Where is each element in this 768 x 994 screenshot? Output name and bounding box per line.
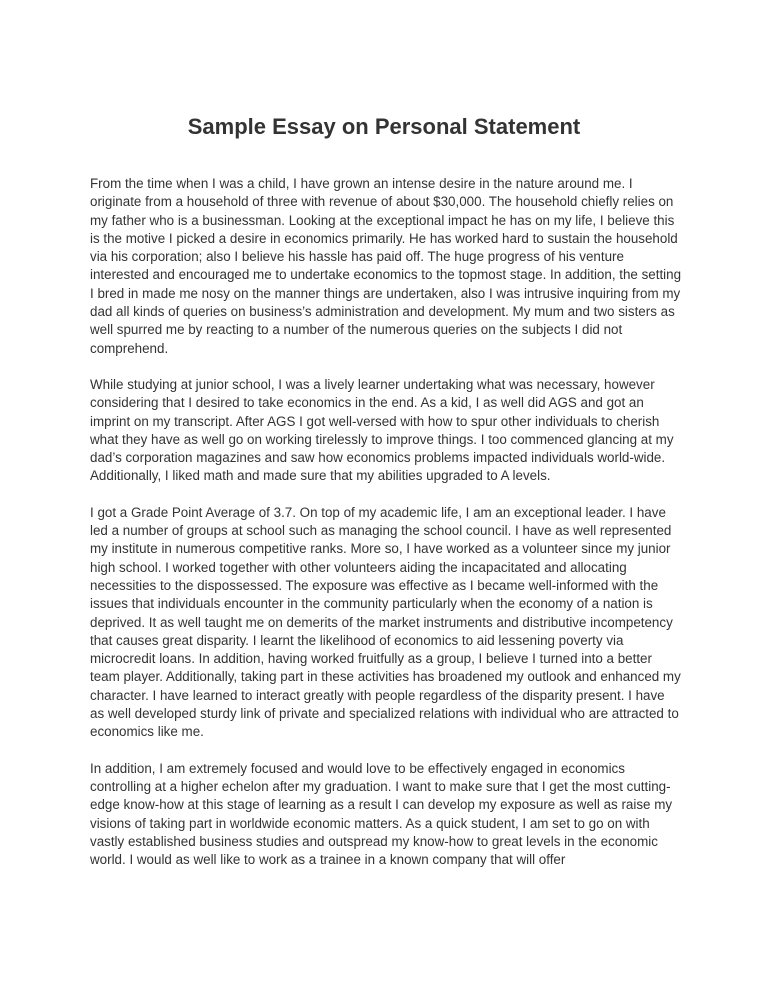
document-title: Sample Essay on Personal Statement — [187, 114, 581, 139]
paragraph: While studying at junior school, I was a lively learner undertaking what was necessary, however considering that I desired to take economics in the end. As a kid, I as well did AGS and got an imprint on my transcript. After AGS I got well-versed with how to spur other individuals to cherish what they have as well go on working tirelessly to improve things. I too commenced glancing at my dad’s corporation magazines and saw how economics problems impacted individuals world-wide. Additionally, I liked math and made sure that my abilities upgraded to A levels. — [90, 376, 674, 484]
paragraph: I got a Grade Point Average of 3.7. On top of my academic life, I am an exceptional leader. I have led a number of groups at school such as managing the school council. I have as well represented my institute in numerous competitive ranks. More so, I have worked as a volunteer since my junior high school. I worked together with other volunteers aiding the incapacitated and allocating necessities to the dispossessed. The exposure was effective as I became well-informed with the issues that individuals encounter in the community particularly when the economy of a nation is deprived. It as well taught me on demerits of the market instruments and distributive incompetency that causes great disparity. I learnt the likelihood of economics to aid lessening poverty via microcredit loans. In addition, having worked fruitfully as a group, I believe I turned into a better team player. Additionally, taking part in these activities has broadened my outlook and enhanced my character. I have learned to interact greatly with people regardless of the disparity present. I have as well developed sturdy link of private and specialized relations with individual who are attracted to economics like me. — [90, 504, 681, 740]
paragraph: In addition, I am extremely focused and would love to be effectively engaged in economics controlling at a higher echelon after my graduation. I want to make sure that I get the most cutting-edge know-how at this stage of learning as a result I can develop my exposure as well as raise my visions of taking part in worldwide economic matters. As a quick student, I am set to go on with vastly established business studies and outspread my know-how to great levels in the economic world. I would as well like to work as a trainee in a known company that will offer — [90, 760, 673, 868]
document-body — [90, 175, 682, 887]
paragraph: From the time when I was a child, I have grown an intense desire in the nature around me. I originate from a household of three with revenue of about $30,000. The household chiefly relies on my father who is a businessman. Looking at the exceptional impact he has on my life, I believe this is the motive I picked a desire in economics primarily. He has worked hard to sustain the household via his corporation; also I believe his hassle has paid off. The huge progress of his venture interested and encouraged me to undertake economics to the topmost stage. In addition, the setting I bred in made me nosy on the manner things are undertaken, also I was intrusive inquiring from my dad all kinds of queries on business’s administration and development. My mum and two sisters as well spurred me by reacting to a number of the numerous queries on the subjects I did not comprehend. — [90, 176, 682, 356]
